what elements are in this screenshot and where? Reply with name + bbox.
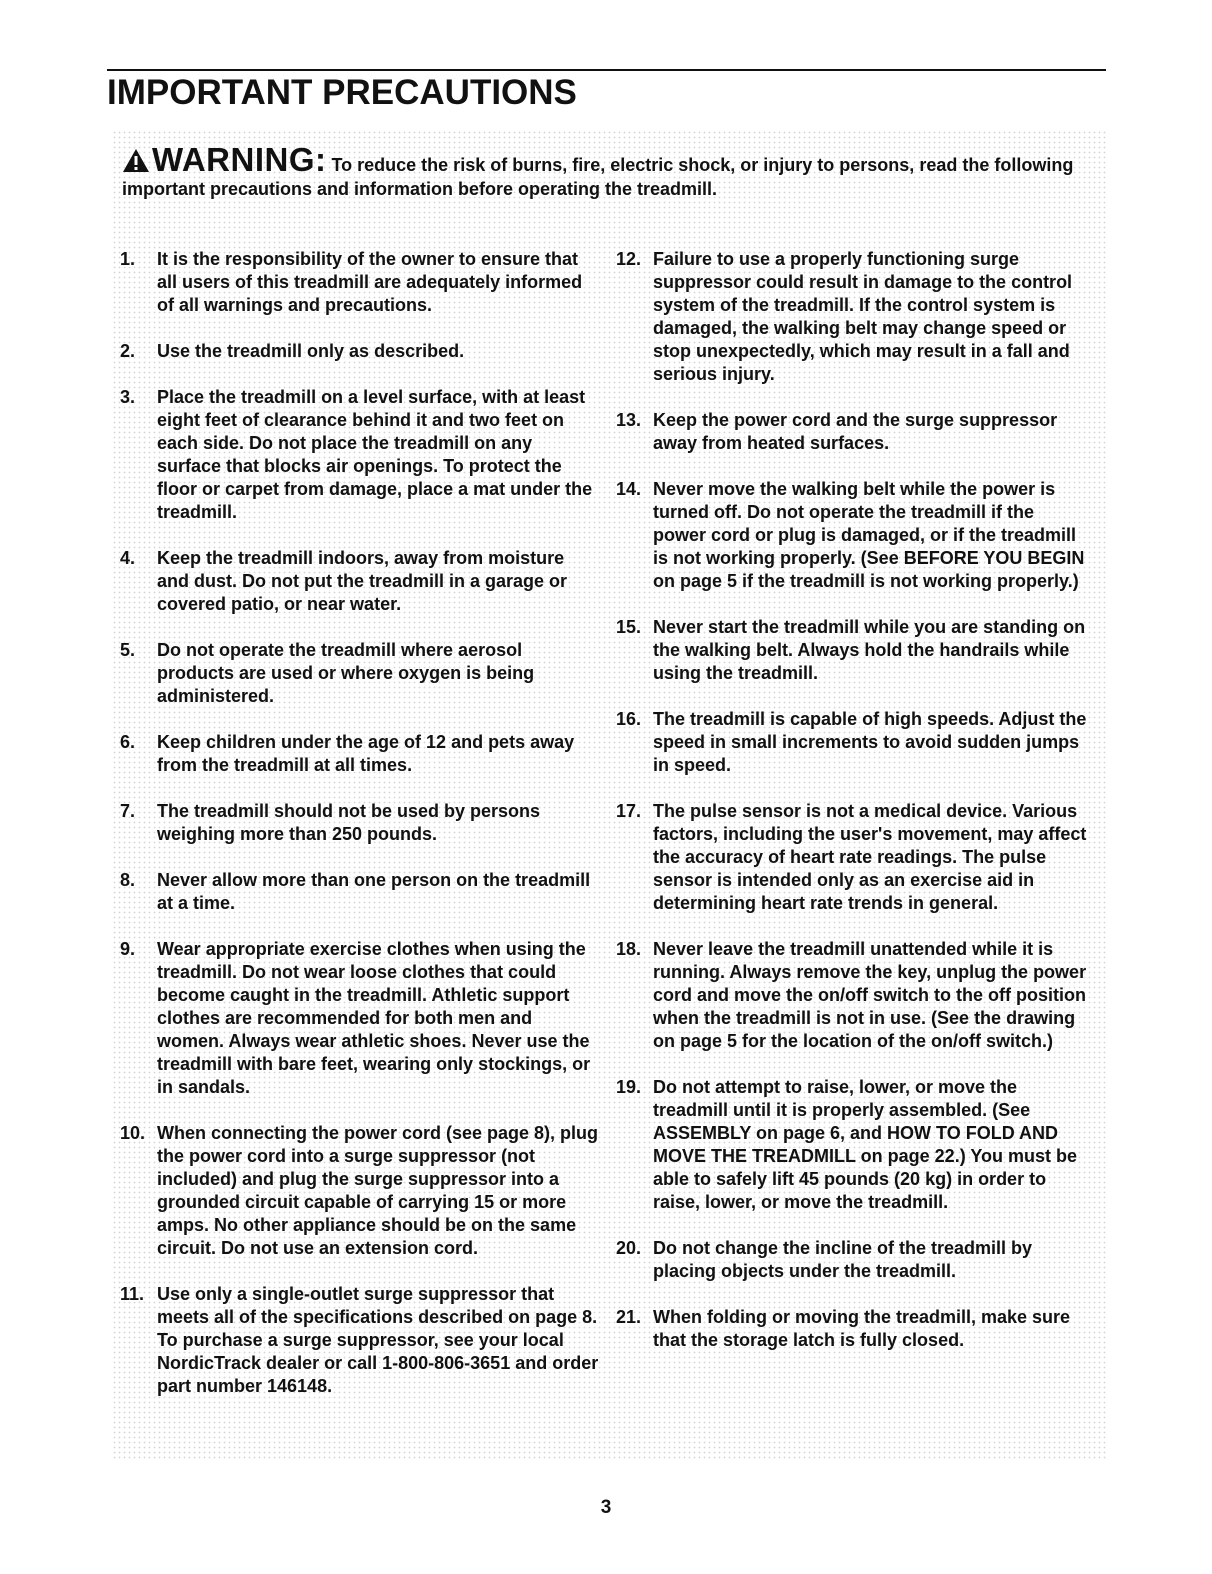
warning-text: To reduce the risk of burns, fire, electric shock, or injury to persons, read the following important precautions and information before operating the treadmill.: [122, 155, 1074, 199]
precaution-item: 8. Never allow more than one person on the treadmill at a time.: [120, 870, 591, 913]
precaution-item: 4. Keep the treadmill indoors, away from moisture and dust. Do not put the treadmill in a garage or covered patio, or near water.: [120, 548, 568, 614]
precaution-item: 12. Failure to use a properly functioning surge suppressor could result in damage to the control system of the treadmill. If the control system is damaged, the walking belt may change speed or stop unexpectedly, which may result in a fall and serious injury.: [616, 249, 1073, 384]
precaution-item: 13. Keep the power cord and the surge suppressor away from heated surfaces.: [616, 410, 1058, 453]
precaution-item: 2. Use the treadmill only as described.: [120, 341, 465, 361]
warning-triangle-icon: [122, 148, 150, 173]
precaution-item: 5. Do not operate the treadmill where aerosol products are used or where oxygen is being administered.: [120, 640, 535, 706]
precaution-item: 10. When connecting the power cord (see page 8), plug the power cord into a surge suppressor (not included) and plug the surge suppressor into a grounded circuit capable of carrying 15 or more amps. No other appliance should be on the same circuit. Do not use an extension cord.: [120, 1123, 599, 1258]
precaution-item: 1. It is the responsibility of the owner to ensure that all users of this treadmill are adequately informed of all warnings and precautions.: [120, 249, 583, 315]
precaution-item: 15. Never start the treadmill while you are standing on the walking belt. Always hold the handrails while using the treadmill.: [616, 617, 1086, 683]
precaution-item: 3. Place the treadmill on a level surface, with at least eight feet of clearance behind it and two feet on each side. Do not place the treadmill on any surface that blocks air openings. To protect the floor or carpet from damage, place a mat under the treadmill.: [120, 387, 593, 522]
warning-label: WARNING:: [152, 141, 327, 178]
title-rule: [107, 69, 1106, 71]
page-number: 3: [600, 1497, 612, 1518]
precaution-item: 11. Use only a single-outlet surge suppressor that meets all of the specifications described on page 8. To purchase a surge suppressor, see your local NordicTrack dealer or call 1-800-806-3651 and order part number 146148.: [120, 1284, 599, 1396]
page-title: IMPORTANT PRECAUTIONS: [107, 73, 577, 112]
precaution-item: 20. Do not change the incline of the treadmill by placing objects under the treadmill.: [616, 1238, 1033, 1281]
precaution-item: 17. The pulse sensor is not a medical device. Various factors, including the user's movement, may affect the accuracy of heart rate readings. The pulse sensor is intended only as an exercise aid in determining heart rate trends in general.: [616, 801, 1087, 913]
precaution-item: 16. The treadmill is capable of high speeds. Adjust the speed in small increments to avoid sudden jumps in speed.: [616, 709, 1087, 775]
precaution-item: 7. The treadmill should not be used by persons weighing more than 250 pounds.: [120, 801, 541, 844]
precautions-column-right: [616, 248, 1091, 1352]
precaution-item: 18. Never leave the treadmill unattended while it is running. Always remove the key, unplug the power cord and move the on/off switch to the off position when the treadmill is not in use. (See the drawing on page 5 for the location of the on/off switch.): [616, 939, 1087, 1051]
precaution-item: 19. Do not attempt to raise, lower, or move the treadmill until it is properly assembled. (See ASSEMBLY on page 6, and HOW TO FOLD AND MOVE THE TREADMILL on page 22.) You must be able to safely lift 45 pounds (20 kg) in order to raise, lower, or move the treadmill.: [616, 1077, 1078, 1212]
precaution-item: 14. Never move the walking belt while the power is turned off. Do not operate the treadmill if the power cord or plug is damaged, or if the treadmill is not working properly. (See BEFORE YOU BEGIN on page 5 if the treadmill is not working properly.): [616, 479, 1085, 591]
precautions-column-left: [120, 248, 600, 1398]
precaution-item: 21. When folding or moving the treadmill, make sure that the storage latch is fully closed.: [616, 1307, 1071, 1350]
precaution-item: 6. Keep children under the age of 12 and pets away from the treadmill at all times.: [120, 732, 575, 775]
precaution-item: 9. Wear appropriate exercise clothes when using the treadmill. Do not wear loose clothes that could become caught in the treadmill. Athletic support clothes are recommended for both men and women. Always wear athletic shoes. Never use the treadmill with bare feet, wearing only stockings, or in sandals.: [120, 939, 591, 1097]
warning-statement: [122, 141, 1097, 201]
